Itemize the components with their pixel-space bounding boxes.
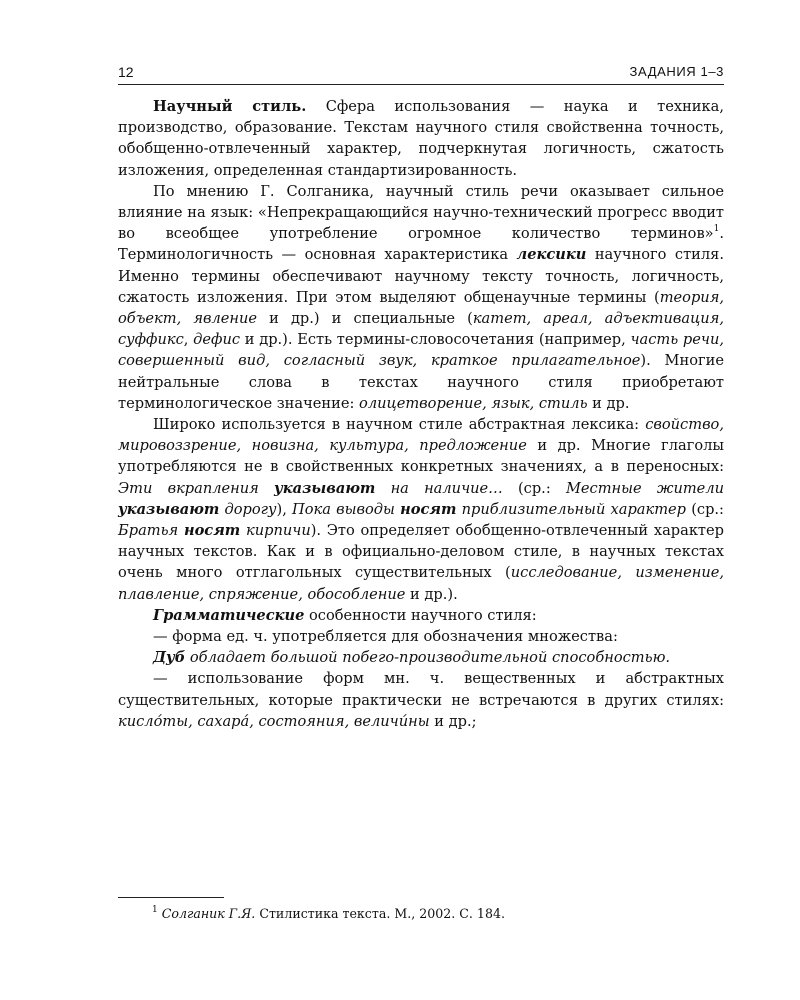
- list-item-plural: [118, 668, 724, 732]
- highlighted-verb: носят: [183, 522, 241, 540]
- example-sentence: обладает большой побего-производительной способностью.: [185, 649, 671, 667]
- footnote: [152, 905, 724, 923]
- highlighted-word: Дуб: [153, 649, 186, 667]
- footnote-mark: 1: [152, 904, 158, 915]
- paragraph-text: (ср.:: [502, 479, 566, 497]
- footnote-reference[interactable]: 1: [713, 224, 720, 235]
- example-words: олицетворение, язык, стиль: [359, 394, 588, 412]
- example-words: исследование, изменение, плавление, спряжение, обособление: [118, 564, 725, 603]
- running-title: ЗАДАНИЯ 1–3: [629, 64, 724, 79]
- paragraph-text: ). Многие нейтральные слова в текстах научного стиля приобретают терминологическое значение:: [118, 352, 724, 412]
- paragraph-text: и др.) и специальные (: [257, 310, 473, 328]
- footnote-separator: [118, 897, 224, 898]
- paragraph-text: научного стиля. Именно термины обеспечивают научному тексту точность, логичность, сжатость изложения. При этом выделяют общенаучные термины (: [118, 246, 724, 306]
- example-sentence: Братья носят кирпичи: [118, 522, 311, 540]
- example-words: катет, ареал, адъективация, суффикс: [118, 310, 724, 349]
- paragraph-text: ). Это определяет обобщенно-отвлеченный характер научных текстов. Как и в официально-деловом стиле, в научных текстах очень много отглагольных существительных (: [118, 522, 724, 582]
- paragraph-terminology: [118, 181, 724, 414]
- footnote-text: Стилистика текста. М., 2002. С. 184.: [255, 906, 505, 921]
- emphasis-term: лексики: [516, 246, 587, 264]
- paragraph-abstract-lexicon: [118, 414, 724, 605]
- main-text: [118, 96, 724, 732]
- example-sentence: Эти вкрапления указывают на наличие…: [118, 479, 503, 497]
- grammar-heading: Грамматические: [153, 606, 305, 624]
- paragraph-scientific-style: [118, 96, 724, 181]
- paragraph-text: ,: [183, 331, 194, 349]
- paragraph-text: — использование форм мн. ч. вещественных и абстрактных существительных, которые практически не встречаются в других стилях:: [118, 670, 724, 709]
- paragraph-text: По мнению Г. Солганика, научный стиль речи оказывает сильное влияние на язык: «Непрекращающийся научно-технический прогресс вводит во всеобщее употребление огромное количество терминов»: [118, 182, 724, 243]
- example-oak: [118, 647, 724, 668]
- footnote-author: Солганик Г.Я.: [161, 906, 256, 921]
- paragraph-text: ),: [276, 500, 293, 518]
- running-header: [118, 62, 724, 85]
- paragraph-text: и др.).: [405, 585, 458, 603]
- page-number: 12: [118, 64, 134, 80]
- paragraph-text: — форма ед. ч. употребляется для обозначения множества:: [153, 628, 618, 646]
- scientific-style-heading: Научный стиль.: [153, 98, 307, 115]
- example-words: дефис: [193, 331, 241, 349]
- highlighted-verb: носят: [400, 500, 457, 518]
- example-words: свойство, мировоззрение, новизна, культура, предложение: [118, 416, 724, 455]
- paragraph-text: Широко используется в научном стиле абстрактная лексика:: [153, 416, 646, 434]
- example-sentence: Местные жители указывают дорогу: [118, 479, 725, 518]
- example-words: теория, объект, явление: [118, 288, 724, 328]
- paragraph-text: и др.;: [429, 712, 477, 730]
- list-item-singular: [118, 626, 724, 647]
- paragraph-text: Сфера использования — наука и техника, производство, образование. Текстам научного стиля свойственна точность, обобщенно-отвлеченный характер, подчеркнутая логичность, сжатость изложения, определенная стандартизированность.: [118, 98, 724, 179]
- paragraph-text: и др. Многие глаголы употребляются не в свойственных конкретных значениях, а в переносных:: [118, 437, 724, 476]
- example-words: кисло́ты, сахара́, состояния, величи́ны: [118, 712, 430, 730]
- highlighted-verb: указывают: [274, 479, 376, 497]
- highlighted-verb: указывают: [118, 500, 220, 518]
- paragraph-text: особенности научного стиля:: [304, 606, 537, 624]
- paragraph-text: и др.). Есть термины-словосочетания (например,: [240, 331, 631, 349]
- example-words: часть речи, совершенный вид, согласный звук, краткое прилагательное: [118, 331, 725, 370]
- example-sentence: Пока выводы носят приблизительный характер: [292, 500, 687, 518]
- paragraph-text: и др.: [587, 394, 630, 412]
- paragraph-text: . Терминологичность — основная характеристика: [118, 225, 724, 264]
- paragraph-grammar-heading: [118, 605, 724, 626]
- paragraph-text: (ср.:: [686, 500, 724, 518]
